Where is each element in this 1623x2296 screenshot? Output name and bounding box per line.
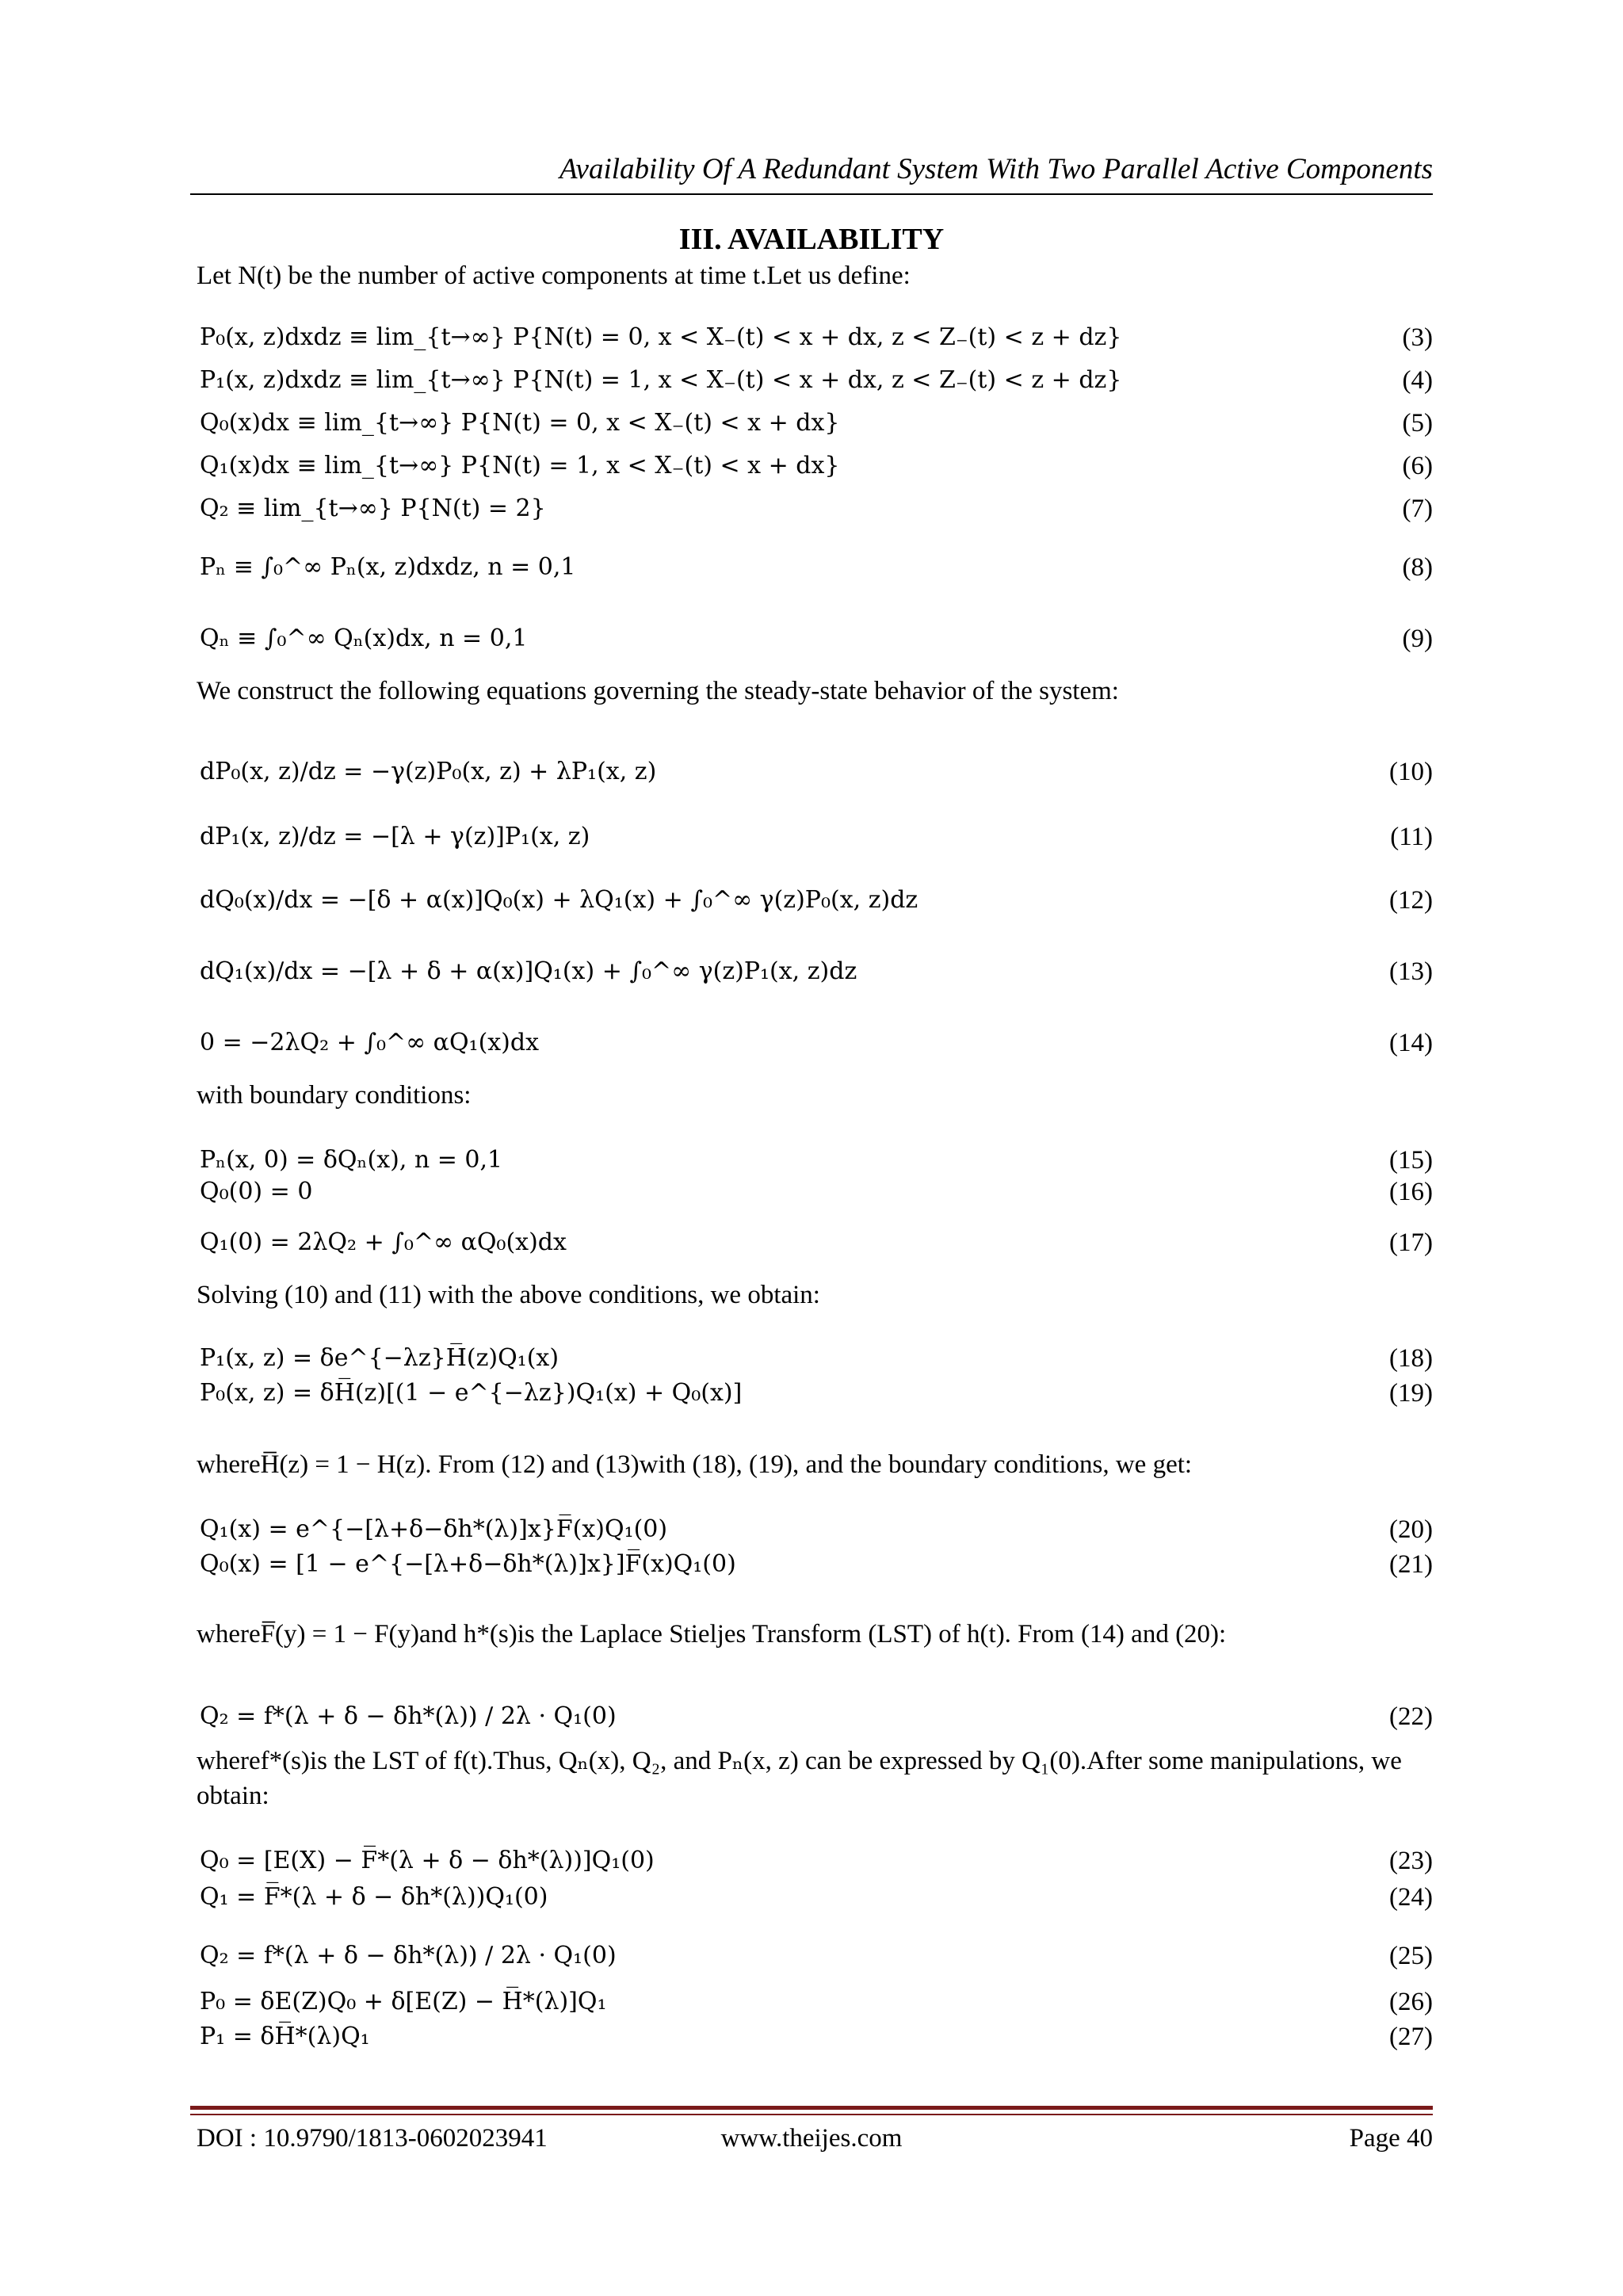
equation-number-7: (7) — [1402, 495, 1433, 523]
equation-number-22: (22) — [1389, 1702, 1433, 1731]
where-h-paragraph: whereH̅(z) = 1 − H(z). From (12) and (13)with (18), (19), and the boundary conditions, we get: — [197, 1450, 1193, 1479]
equation-8: Pₙ ≡ ∫₀^∞ Pₙ(x, z)dxdz, n = 0,1 — [200, 553, 576, 581]
equation-number-19: (19) — [1389, 1379, 1433, 1408]
equation-4: P₁(x, z)dxdz ≡ lim_{t→∞} P{N(t) = 1, x < X₋(t) < x + dx, z < Z₋(t) < z + dz} — [200, 366, 1122, 394]
equation-14: 0 = −2λQ₂ + ∫₀^∞ αQ₁(x)dx — [200, 1029, 540, 1056]
equation-16: Q₀(0) = 0 — [200, 1178, 313, 1205]
equation-9: Qₙ ≡ ∫₀^∞ Qₙ(x)dx, n = 0,1 — [200, 625, 528, 652]
equation-number-15: (15) — [1389, 1146, 1433, 1175]
footer-doi: DOI : 10.9790/1813-0602023941 — [197, 2124, 548, 2153]
equation-5: Q₀(x)dx ≡ lim_{t→∞} P{N(t) = 0, x < X₋(t) < x + dx} — [200, 409, 840, 437]
equation-number-3: (3) — [1402, 323, 1433, 352]
equation-number-11: (11) — [1390, 823, 1433, 851]
running-title: Availability Of A Redundant System With Two Parallel Active Components — [559, 153, 1433, 185]
equation-number-16: (16) — [1389, 1178, 1433, 1206]
equation-24: Q₁ = F̅*(λ + δ − δh*(λ))Q₁(0) — [200, 1883, 548, 1911]
equation-number-5: (5) — [1402, 409, 1433, 437]
equation-3: P₀(x, z)dxdz ≡ lim_{t→∞} P{N(t) = 0, x < X₋(t) < x + dx, z < Z₋(t) < z + dz} — [200, 323, 1122, 351]
equation-number-8: (8) — [1402, 553, 1433, 582]
boundary-paragraph: with boundary conditions: — [197, 1081, 472, 1110]
equation-number-4: (4) — [1402, 366, 1433, 395]
equation-number-24: (24) — [1389, 1883, 1433, 1912]
equation-17: Q₁(0) = 2λQ₂ + ∫₀^∞ αQ₀(x)dx — [200, 1228, 567, 1256]
equation-number-13: (13) — [1389, 957, 1433, 986]
equation-number-17: (17) — [1389, 1228, 1433, 1257]
equation-13: dQ₁(x)/dx = −[λ + δ + α(x)]Q₁(x) + ∫₀^∞ γ(z)P₁(x, z)dz — [200, 957, 857, 985]
equation-18: P₁(x, z) = δe^{−λz}H̅(z)Q₁(x) — [200, 1344, 559, 1372]
footer-page-number: Page 40 — [1349, 2124, 1433, 2153]
intro-paragraph: Let N(t) be the number of active components at time t.Let us define: — [197, 262, 911, 290]
equation-number-9: (9) — [1402, 625, 1433, 653]
equation-number-21: (21) — [1389, 1550, 1433, 1579]
footer-rule — [190, 2106, 1433, 2115]
equation-12: dQ₀(x)/dx = −[δ + α(x)]Q₀(x) + λQ₁(x) + ∫₀^∞ γ(z)P₀(x, z)dz — [200, 886, 918, 914]
equation-number-26: (26) — [1389, 1988, 1433, 2016]
footer-website: www.theijes.com — [720, 2124, 903, 2153]
equation-20: Q₁(x) = e^{−[λ+δ−δh*(λ)]x}F̅(x)Q₁(0) — [200, 1515, 668, 1543]
equation-23: Q₀ = [E(X) − F̅*(λ + δ − δh*(λ))]Q₁(0) — [200, 1847, 655, 1874]
equation-11: dP₁(x, z)/dz = −[λ + γ(z)]P₁(x, z) — [200, 823, 590, 850]
solving-paragraph: Solving (10) and (11) with the above conditions, we obtain: — [197, 1281, 820, 1309]
equation-21: Q₀(x) = [1 − e^{−[λ+δ−δh*(λ)]x}]F̅(x)Q₁(0) — [200, 1550, 736, 1578]
equation-15: Pₙ(x, 0) = δQₙ(x), n = 0,1 — [200, 1146, 503, 1174]
equation-number-20: (20) — [1389, 1515, 1433, 1544]
equation-27: P₁ = δH̅*(λ)Q₁ — [200, 2023, 370, 2050]
equation-26: P₀ = δE(Z)Q₀ + δ[E(Z) − H̅*(λ)]Q₁ — [200, 1988, 607, 2015]
equation-6: Q₁(x)dx ≡ lim_{t→∞} P{N(t) = 1, x < X₋(t) < x + dx} — [200, 452, 840, 479]
equation-22: Q₂ = f*(λ + δ − δh*(λ)) / 2λ · Q₁(0) — [200, 1702, 617, 1730]
equation-25: Q₂ = f*(λ + δ − δh*(λ)) / 2λ · Q₁(0) — [200, 1942, 617, 1969]
equation-number-10: (10) — [1389, 758, 1433, 786]
equation-19: P₀(x, z) = δH̅(z)[(1 − e^{−λz})Q₁(x) + Q₀(x)] — [200, 1379, 743, 1407]
equation-number-12: (12) — [1389, 886, 1433, 915]
where-f-paragraph: whereF̅(y) = 1 − F(y)and h*(s)is the Laplace Stieljes Transform (LST) of h(t). From (14) and (20): — [197, 1620, 1227, 1648]
equation-number-27: (27) — [1389, 2023, 1433, 2051]
equation-number-25: (25) — [1389, 1942, 1433, 1970]
equation-number-6: (6) — [1402, 452, 1433, 480]
equation-7: Q₂ ≡ lim_{t→∞} P{N(t) = 2} — [200, 495, 546, 522]
header-rule — [190, 193, 1433, 195]
equation-number-14: (14) — [1389, 1029, 1433, 1057]
equation-number-23: (23) — [1389, 1847, 1433, 1875]
where-lst-paragraph: wheref*(s)is the LST of f(t).Thus, Qₙ(x), Q₂, and Pₙ(x, z) can be expressed by Q₁(0).After some manipulations, we obtain: — [197, 1747, 1402, 1810]
section-title: III. AVAILABILITY — [678, 223, 945, 256]
construct-paragraph: We construct the following equations governing the steady-state behavior of the system: — [197, 677, 1119, 705]
equation-10: dP₀(x, z)/dz = −γ(z)P₀(x, z) + λP₁(x, z) — [200, 758, 657, 785]
equation-number-18: (18) — [1389, 1344, 1433, 1373]
